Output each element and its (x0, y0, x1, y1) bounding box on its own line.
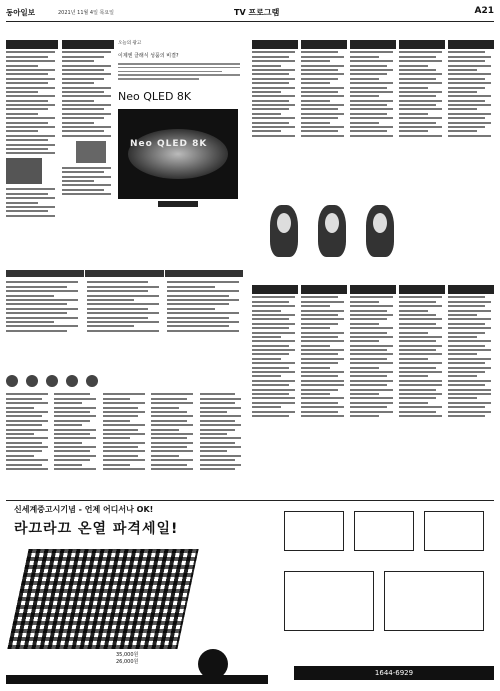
listing-column (252, 40, 298, 139)
table-header (6, 270, 244, 277)
channel-header (350, 285, 396, 294)
channel-icon (66, 375, 78, 387)
listing-column (6, 40, 58, 270)
channel-icon (6, 375, 18, 387)
channel-header (301, 40, 347, 49)
listing-column (350, 40, 396, 139)
cable-listings (6, 375, 244, 495)
channel-header (301, 285, 347, 294)
channel-icon (46, 375, 58, 387)
price-regular: 35,000원 (116, 652, 139, 658)
listing-column (399, 40, 445, 139)
section-title: TV 프로그램 (234, 8, 280, 17)
ad-right (274, 501, 494, 686)
portrait (270, 205, 298, 257)
channel-header (399, 40, 445, 49)
tv-stand (158, 201, 198, 207)
promo-ad (118, 40, 248, 270)
listing-column (62, 40, 114, 270)
product-image (284, 511, 344, 551)
paper-name: 동아일보 (6, 8, 35, 17)
issue-date: 2021년 11월 4일 목요일 (58, 10, 115, 16)
channel-grid-lower (252, 285, 494, 495)
masthead (6, 6, 494, 22)
channel-icon (86, 375, 98, 387)
ad-footer-bar (6, 675, 268, 684)
page-number: A21 (474, 6, 494, 16)
portrait (318, 205, 346, 257)
channel-header (448, 40, 494, 49)
ad-headline: 신세계중고시기념 - 언제 어디서나 OK! (14, 505, 154, 514)
order-phone: 1644-6929 (294, 666, 494, 680)
ad-left (6, 501, 268, 686)
channel-icon (26, 375, 38, 387)
portrait (366, 205, 394, 257)
price-box (116, 651, 138, 665)
channel-header (62, 40, 114, 49)
promo-brand: Neo QLED 8K (118, 89, 192, 103)
product-image (284, 571, 374, 631)
program-photo (76, 141, 106, 163)
channel-header (252, 40, 298, 49)
tv-screen-text: Neo QLED 8K (130, 138, 208, 149)
cast-photos (270, 205, 400, 265)
schedule-table (6, 270, 244, 370)
ad-title: 라끄라끄 온열 파격세일! (14, 521, 179, 537)
program-photo (6, 158, 42, 184)
listing-column (301, 40, 347, 139)
channel-header (448, 285, 494, 294)
product-image (354, 511, 414, 551)
channel-header (6, 40, 58, 49)
product-image (384, 571, 484, 631)
channel-header (252, 285, 298, 294)
promo-tag: 오늘의 광고 (118, 41, 142, 46)
channel-header (350, 40, 396, 49)
product-image (424, 511, 484, 551)
advertisement (6, 500, 494, 685)
channel-header (399, 285, 445, 294)
promo-headline: 이제엔 클래식 성품의 비결? (118, 53, 179, 59)
tv-image (118, 109, 238, 199)
listing-column (448, 40, 494, 139)
price-sale: 26,000원 (116, 659, 139, 665)
heated-mat-image (7, 549, 198, 649)
